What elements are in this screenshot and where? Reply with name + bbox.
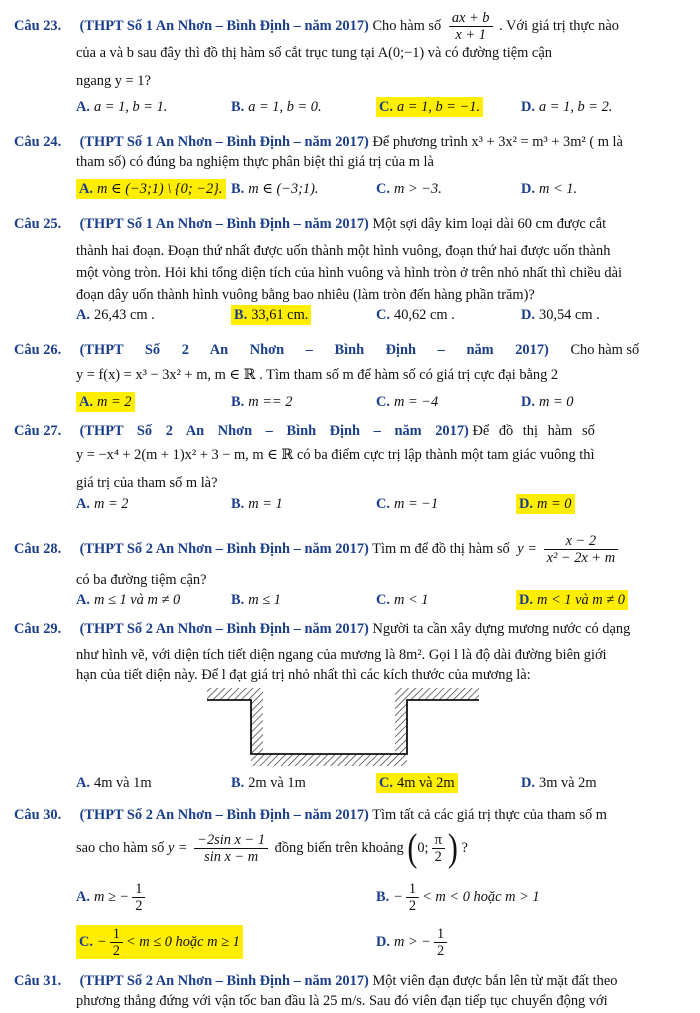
question-24-header [14, 133, 623, 151]
option-label: D. [521, 394, 535, 410]
option-a[interactable] [76, 590, 180, 610]
fraction-numerator: 1 [406, 881, 419, 898]
function-fraction [544, 533, 619, 566]
option-label: A. [76, 592, 90, 608]
question-number: Câu 28. [14, 540, 62, 557]
canal-boundary-line [207, 700, 479, 754]
question-source: (THPT Số 2 An Nhơn – Bình Định – năm 2017) [79, 423, 469, 439]
question-number: Câu 30. [14, 807, 62, 823]
option-a-highlighted[interactable] [76, 179, 226, 199]
option-text: m ≤ 1 và m ≠ 0 [94, 592, 181, 608]
question-number: Câu 25. [14, 216, 62, 232]
question-text: có ba đường tiệm cận? [76, 572, 207, 588]
function-fraction [449, 10, 493, 43]
option-text: a = 1, b = −1. [397, 99, 481, 115]
option-label: C. [379, 99, 393, 115]
option-text: m = 2 [94, 496, 129, 512]
option-label: C. [79, 934, 93, 950]
option-d-highlighted[interactable] [516, 494, 575, 514]
question-text: Tìm tất cả các giá trị thực của tham số m [372, 807, 607, 823]
fraction-denominator: 2 [112, 943, 120, 960]
option-label: A. [79, 394, 93, 410]
option-label: D. [521, 99, 535, 115]
option-label: B. [231, 775, 245, 791]
option-label: B. [231, 181, 245, 197]
option-d[interactable] [521, 97, 612, 117]
option-label: D. [376, 934, 390, 950]
option-label: B. [231, 394, 245, 410]
question-text-line [76, 826, 468, 870]
option-a[interactable] [76, 305, 155, 325]
question-text: hạn của tiết diện này. Để l đạt giá trị nhỏ nhất thì các kích thước của mương là: [76, 667, 531, 683]
interval-start: 0; [417, 840, 429, 856]
question-text: Một viên đạn được bắn lên từ mặt đất theo [372, 973, 618, 989]
option-c-highlighted[interactable] [76, 925, 243, 959]
option-label: D. [519, 496, 533, 512]
option-label: D. [519, 592, 533, 608]
fraction-denominator: sin x − m [204, 849, 259, 866]
option-a[interactable] [76, 97, 167, 117]
question-text: Cho hàm số [570, 342, 640, 358]
question-text: Cho hàm số [372, 17, 442, 34]
option-a-highlighted[interactable] [76, 392, 135, 412]
question-26-header [14, 341, 639, 359]
question-number: Câu 29. [14, 621, 62, 637]
question-text: đồng biến trên khoảng [274, 840, 404, 856]
option-text: m = −1 [394, 496, 439, 512]
fraction-denominator: 2 [408, 898, 417, 915]
question-text: . Với giá trị thực nào [499, 17, 619, 34]
question-text: Tìm m để đồ thị hàm số [372, 540, 510, 557]
question-text: tham số) có đúng ba nghiệm thực phân biệt thì giá trị của m là [76, 154, 434, 170]
option-label: C. [379, 775, 393, 791]
question-text: một vòng tròn. Hỏi khi tổng diện tích của hình vuông và hình tròn ở trên nhỏ nhất thì chiều dài [76, 265, 622, 281]
option-text: m ≤ 1 [248, 592, 281, 608]
option-c[interactable] [376, 392, 438, 412]
question-source: (THPT Số 2 An Nhơn – Bình Định – năm 2017) [79, 807, 369, 823]
option-text: 3m và 2m [539, 775, 597, 791]
option-c[interactable] [376, 590, 429, 610]
question-text: phương thẳng đứng với vận tốc ban đầu là 25 m/s. Sau đó viên đạn tiếp tục chuyển động với [76, 993, 608, 1009]
option-text: 4m và 1m [94, 775, 152, 791]
option-b[interactable] [231, 494, 283, 514]
option-text: 4m và 2m [397, 775, 455, 791]
question-text: như hình vẽ, với diện tích tiết diện ngang của mương là 8m². Gọi l là độ dài đường biên giới [76, 647, 607, 663]
option-fraction [434, 926, 447, 959]
option-text: 2m và 1m [248, 775, 306, 791]
option-a[interactable] [76, 494, 129, 514]
option-text: 33,61 cm. [251, 307, 309, 323]
question-30-header [14, 806, 607, 824]
option-label: A. [76, 775, 90, 791]
question-27-header [14, 422, 595, 440]
fraction-denominator: x + 1 [455, 27, 486, 43]
question-text: y = f(x) = x³ − 3x² + m, m ∈ ℝ . Tìm tham số m để hàm số có giá trị cực đại bằng 2 [76, 367, 559, 383]
question-number: Câu 23. [14, 17, 62, 34]
question-text: Một sợi dây kim loại dài 60 cm được cắt [372, 216, 607, 232]
question-source: (THPT Số 2 An Nhơn – Bình Định – năm 2017) [79, 973, 369, 989]
option-label: A. [76, 889, 90, 905]
question-23-header [14, 10, 619, 43]
option-label: A. [76, 496, 90, 512]
option-c-highlighted[interactable] [376, 773, 458, 793]
question-text: y = −x⁴ + 2(m + 1)x² + 3 − m, m ∈ ℝ có ba điểm cực trị lập thành một tam giác vuông thì [76, 447, 595, 463]
option-label: C. [376, 592, 390, 608]
option-label: B. [234, 307, 248, 323]
option-text: m = −4 [394, 394, 439, 410]
option-text: < m < 0 hoặc m > 1 [422, 889, 540, 905]
option-label: B. [231, 592, 245, 608]
fraction-numerator: ax + b [449, 10, 493, 27]
option-d[interactable] [521, 305, 600, 325]
option-label: D. [521, 307, 535, 323]
question-text: sao cho hàm số [76, 840, 165, 856]
option-label: D. [521, 181, 535, 197]
option-text: a = 1, b = 0. [248, 99, 322, 115]
question-source: (THPT Số 1 An Nhơn – Bình Định – năm 2017) [79, 134, 369, 150]
option-fraction [406, 881, 419, 914]
question-source: (THPT Số 1 An Nhơn – Bình Định – năm 2017) [79, 216, 369, 232]
option-label: D. [521, 775, 535, 791]
option-text: m ≥ − [94, 889, 130, 905]
option-label: A. [79, 181, 93, 197]
option-a[interactable] [76, 773, 152, 793]
question-source: (THPT Số 1 An Nhơn – Bình Định – năm 2017) [79, 17, 369, 34]
option-c[interactable] [376, 305, 455, 325]
option-b[interactable] [231, 392, 292, 412]
option-text: a = 1, b = 2. [539, 99, 613, 115]
question-text: ? [461, 840, 468, 856]
question-number: Câu 26. [14, 342, 62, 358]
question-text: đoạn dây uốn thành hình vuông bằng bao nhiêu (làm tròn đến hàng phần trăm)? [76, 287, 535, 303]
option-text: 26,43 cm . [94, 307, 155, 323]
open-paren: ( [407, 826, 418, 870]
question-source: (THPT Số 2 An Nhơn – Bình Định – năm 2017) [79, 621, 369, 637]
fraction-numerator: π [432, 832, 445, 849]
question-number: Câu 27. [14, 423, 62, 439]
option-text: < m ≤ 0 hoặc m ≥ 1 [125, 934, 240, 950]
function-lhs: y = [167, 840, 188, 856]
option-text: m < 1 và m ≠ 0 [537, 592, 625, 608]
question-text: Để phương trình x³ + 3x² = m³ + 3m² ( m là [372, 134, 623, 150]
question-28-header [14, 533, 621, 566]
option-label: C. [376, 394, 390, 410]
question-source: (THPT Số 2 An Nhơn – Bình Định – năm 2017) [79, 540, 369, 557]
question-number: Câu 31. [14, 973, 62, 989]
option-label: B. [231, 99, 245, 115]
option-fraction [110, 926, 123, 959]
option-text: 30,54 cm . [539, 307, 600, 323]
option-c[interactable] [376, 179, 442, 199]
option-label: A. [76, 99, 90, 115]
option-b[interactable] [231, 179, 319, 199]
fraction-denominator: 2 [434, 849, 442, 866]
option-d[interactable] [521, 392, 574, 412]
option-d[interactable] [521, 773, 597, 793]
option-text: m > −3. [394, 181, 442, 197]
option-text: m = 2 [97, 394, 132, 410]
question-29-header [14, 620, 630, 638]
option-text: − [97, 934, 107, 950]
question-source: (THPT Số 2 An Nhơn – Bình Định – năm 2017) [79, 342, 549, 358]
option-b-highlighted[interactable] [231, 305, 311, 325]
fraction-numerator: x − 2 [544, 533, 619, 550]
fraction-numerator: 1 [132, 881, 145, 898]
option-text: a = 1, b = 1. [94, 99, 168, 115]
option-text: m > − [394, 934, 432, 950]
option-label: C. [376, 496, 390, 512]
function-lhs: y = [517, 540, 537, 557]
option-b[interactable] [231, 773, 306, 793]
fraction-numerator: 1 [110, 926, 123, 943]
fraction-denominator: 2 [437, 943, 445, 960]
option-fraction [132, 881, 145, 914]
question-number: Câu 24. [14, 134, 62, 150]
option-text: m = 0 [537, 496, 572, 512]
question-text: giá trị của tham số m là? [76, 475, 218, 491]
option-d-highlighted[interactable] [516, 590, 628, 610]
option-text: m = 0 [539, 394, 574, 410]
option-text: − [393, 889, 403, 905]
option-label: C. [376, 307, 390, 323]
fraction-denominator: 2 [135, 898, 143, 915]
fraction-numerator: −2sin x − 1 [194, 832, 268, 849]
option-a[interactable] [76, 880, 148, 914]
option-text: m ∈ (−3;1). [248, 181, 319, 197]
interval-fraction [432, 832, 445, 865]
option-label: B. [376, 889, 390, 905]
option-d[interactable] [376, 925, 450, 959]
option-label: B. [231, 496, 245, 512]
option-text: m = 1 [248, 496, 283, 512]
option-b[interactable] [231, 97, 322, 117]
option-c-highlighted[interactable] [376, 97, 483, 117]
option-label: A. [76, 307, 90, 323]
option-c[interactable] [376, 494, 438, 514]
option-b[interactable] [231, 590, 281, 610]
question-text: thành hai đoạn. Đoạn thứ nhất được uốn thành một hình vuông, đoạn thứ hai được uốn thành [76, 243, 611, 259]
option-d[interactable] [521, 179, 577, 199]
option-text: 40,62 cm . [394, 307, 455, 323]
option-text: m < 1 [394, 592, 429, 608]
question-text: Để đồ thị hàm số [472, 423, 595, 439]
option-text: m == 2 [248, 394, 293, 410]
option-b[interactable] [376, 880, 540, 914]
fraction-denominator: x² − 2x + m [546, 550, 616, 566]
canal-cross-section-diagram [205, 686, 483, 772]
question-text: Người ta cần xây dựng mương nước có dạng [372, 621, 631, 637]
option-text: m < 1. [539, 181, 578, 197]
question-text: ngang y = 1? [76, 73, 151, 89]
question-31-header [14, 972, 617, 990]
fraction-numerator: 1 [434, 926, 447, 943]
option-label: C. [376, 181, 390, 197]
close-paren: ) [447, 826, 458, 870]
question-text: của a và b sau đây thì đồ thị hàm số cắt trục tung tại A(0;−1) và có đường tiệm cận [76, 45, 552, 61]
option-text: m ∈ (−3;1) \ {0; −2}. [97, 181, 223, 197]
question-25-header [14, 215, 606, 233]
function-fraction [194, 832, 268, 865]
